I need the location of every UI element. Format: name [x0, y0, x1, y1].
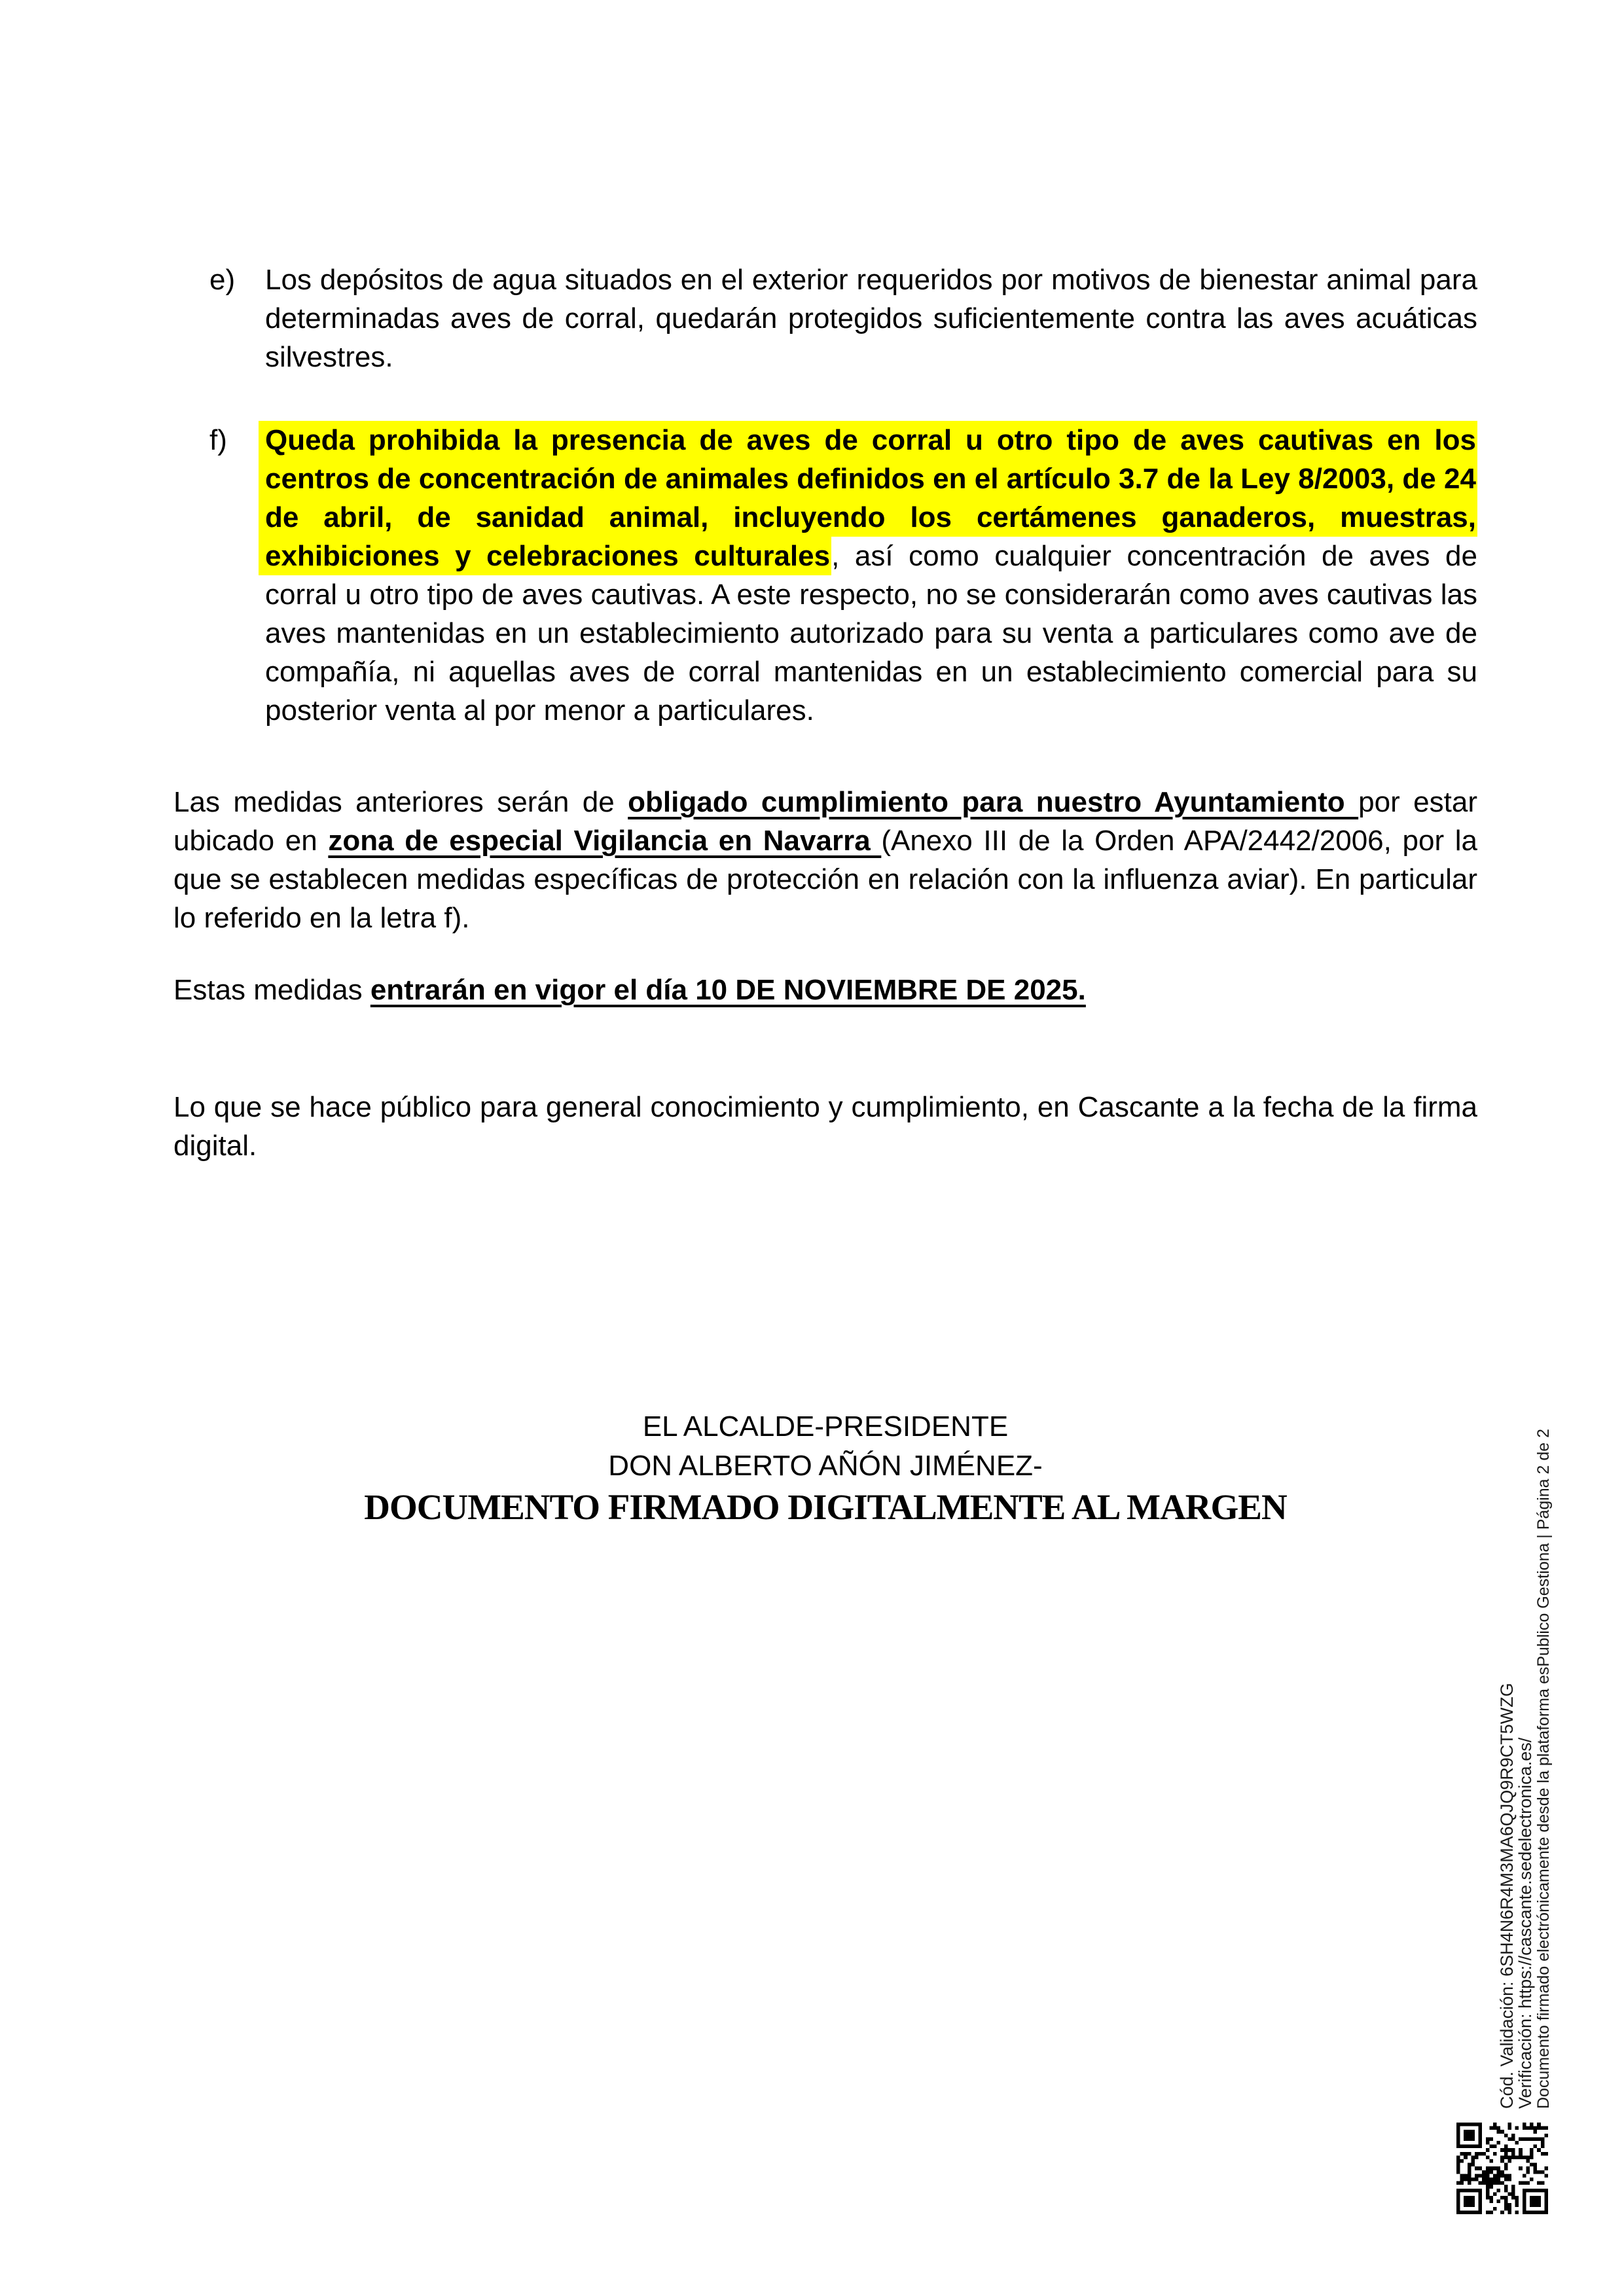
highlighted-clause: Queda prohibida la presencia de aves de corral u otro tipo de aves cautivas en los centros de concentración de animales definidos en el artículo 3.7 de la Ley 8/2003, de 24 de abril, de sanidad animal, incluyendo los certámenes ganaderos, muestras, exhibiciones y celebraciones culturales — [259, 421, 1477, 575]
paragraph-vigor — [173, 971, 1477, 1009]
signature-digital-note: DOCUMENTO FIRMADO DIGITALMENTE AL MARGEN — [364, 1487, 1287, 1527]
medidas-seg1: Las medidas anteriores serán de — [173, 786, 628, 818]
margin-verification-url: Verificación: https://cascante.sedelectronica.es/ — [1515, 1737, 1535, 2109]
list-item-f-rest: , así como cualquier concentración de aves de corral u otro tipo de aves cautivas. A este respecto, no se considerarán como aves cautivas las aves mantenidas en un establecimiento autorizado para su venta a particulares como ave de compañía, ni aquellas aves de corral mantenidas en un establecimiento comercial para su posterior venta al por menor a particulares. — [265, 540, 1477, 726]
signature-title: EL ALCALDE-PRESIDENTE — [642, 1410, 1009, 1443]
list-item-e — [173, 260, 1477, 376]
paragraph-publico: Lo que se hace público para general conocimiento y cumplimiento, en Cascante a la fecha de la firma digital. — [173, 1091, 1477, 1162]
vigor-seg1: Estas medidas — [173, 974, 370, 1006]
medidas-seg5: (Anexo III de la Orden APA/2442/2006, por la que se establecen medidas específicas de protección en relación con la influenza aviar). En particular lo referido en la letra f). — [173, 825, 1478, 934]
list-marker-e: e) — [209, 264, 236, 296]
list-item-f — [173, 421, 1477, 730]
medidas-zona-bold: zona de especial Vigilancia en Navarra — [328, 825, 882, 857]
qr-code-image — [1456, 2123, 1548, 2214]
margin-validation-code: Cód. Validación: 6SH4N6R4M3MA6QJQ9R9CT5WZG — [1497, 1683, 1517, 2109]
list-item-e-text: Los depósitos de agua situados en el exterior requeridos por motivos de bienestar animal para determinadas aves de corral, quedarán protegidos suficientemente contra las aves acuáticas silvestres. — [265, 264, 1477, 373]
list-marker-f: f) — [209, 424, 227, 456]
medidas-obligado-bold: obligado cumplimiento para nuestro Ayuntamiento — [628, 786, 1359, 818]
signature-name: DON ALBERTO AÑÓN JIMÉNEZ- — [608, 1450, 1043, 1482]
paragraph-medidas — [173, 783, 1477, 937]
signature-block — [173, 1407, 1477, 1529]
list-item-f-text — [265, 421, 1477, 730]
qr-code — [1456, 2123, 1548, 2214]
vigor-fecha-bold: entrarán en vigor el día 10 DE NOVIEMBRE DE 2025. — [370, 974, 1086, 1006]
medidas-seg3: por estar ubicado en — [173, 786, 1477, 857]
margin-platform-note: Documento firmado electrónicamente desde la plataforma esPublico Gestiona | Página 2 de 2 — [1534, 1428, 1553, 2109]
